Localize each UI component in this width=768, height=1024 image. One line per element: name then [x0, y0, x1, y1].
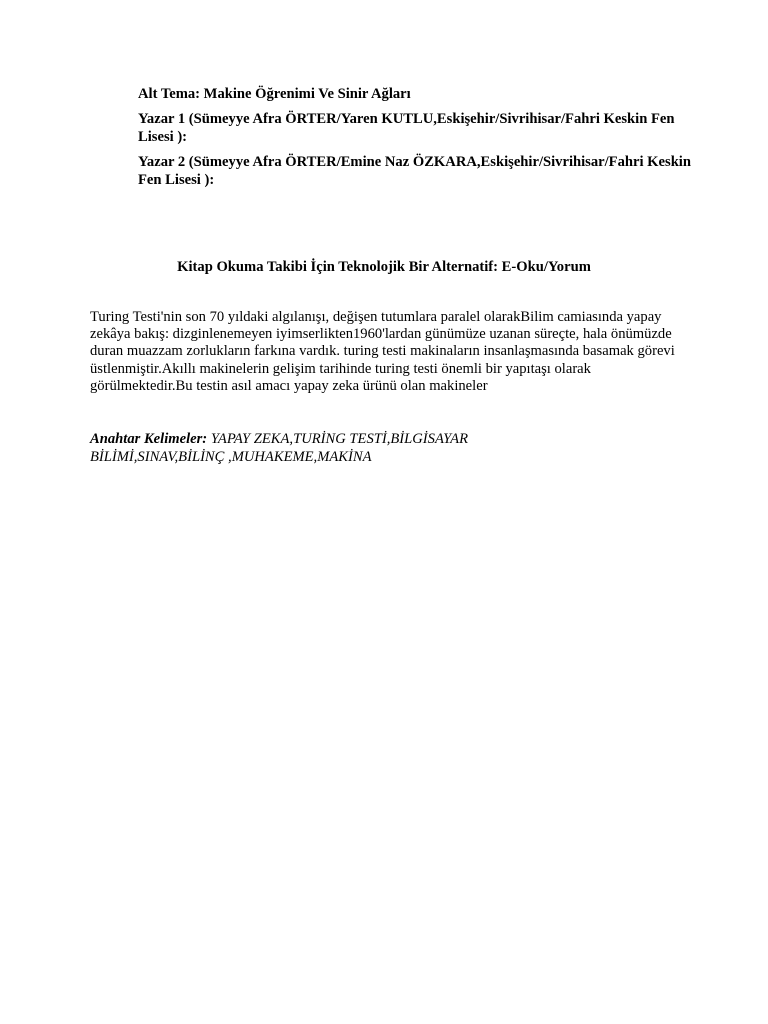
- document-header: [138, 85, 698, 196]
- author-2-line: Yazar 2 (Sümeyye Afra ÖRTER/Emine Naz ÖZKARA,Eskişehir/Sivrihisar/Fahri Keskin Fen Lisesi ):: [138, 154, 691, 188]
- keywords-text: YAPAY ZEKA,TURİNG TESTİ,BİLGİSAYAR BİLİMİ,SINAV,BİLİNÇ ,MUHAKEME,MAKİNA: [90, 431, 468, 465]
- keywords-label: Anahtar Kelimeler:: [90, 431, 208, 447]
- author-1-line: Yazar 1 (Sümeyye Afra ÖRTER/Yaren KUTLU,Eskişehir/Sivrihisar/Fahri Keskin Fen Lisesi ):: [138, 111, 675, 145]
- subtopic-heading: Alt Tema: Makine Öğrenimi Ve Sinir Ağları: [138, 86, 411, 102]
- document-title: Kitap Okuma Takibi İçin Teknolojik Bir Alternatif: E-Oku/Yorum: [177, 259, 591, 275]
- keywords-line: [90, 431, 510, 466]
- abstract-paragraph: Turing Testi'nin son 70 yıldaki algılanışı, değişen tutumlara paralel olarakBilim camiasında yapay zekâya bakış: dizginlenemeyen iyimserlikten1960'lardan günümüze uzanan süreçte, hala önümüzde duran muazzam zorlukların farkına vardık. turing testi makinaların insanlaşmasında basamak görevi üstlenmiştir.Akıllı makinelerin gelişim tarihinde turing testi önemli bir yapıtaşı olarak görülmektedir.Bu testin asıl amacı yapay zeka ürünü olan makineler: [90, 309, 675, 394]
